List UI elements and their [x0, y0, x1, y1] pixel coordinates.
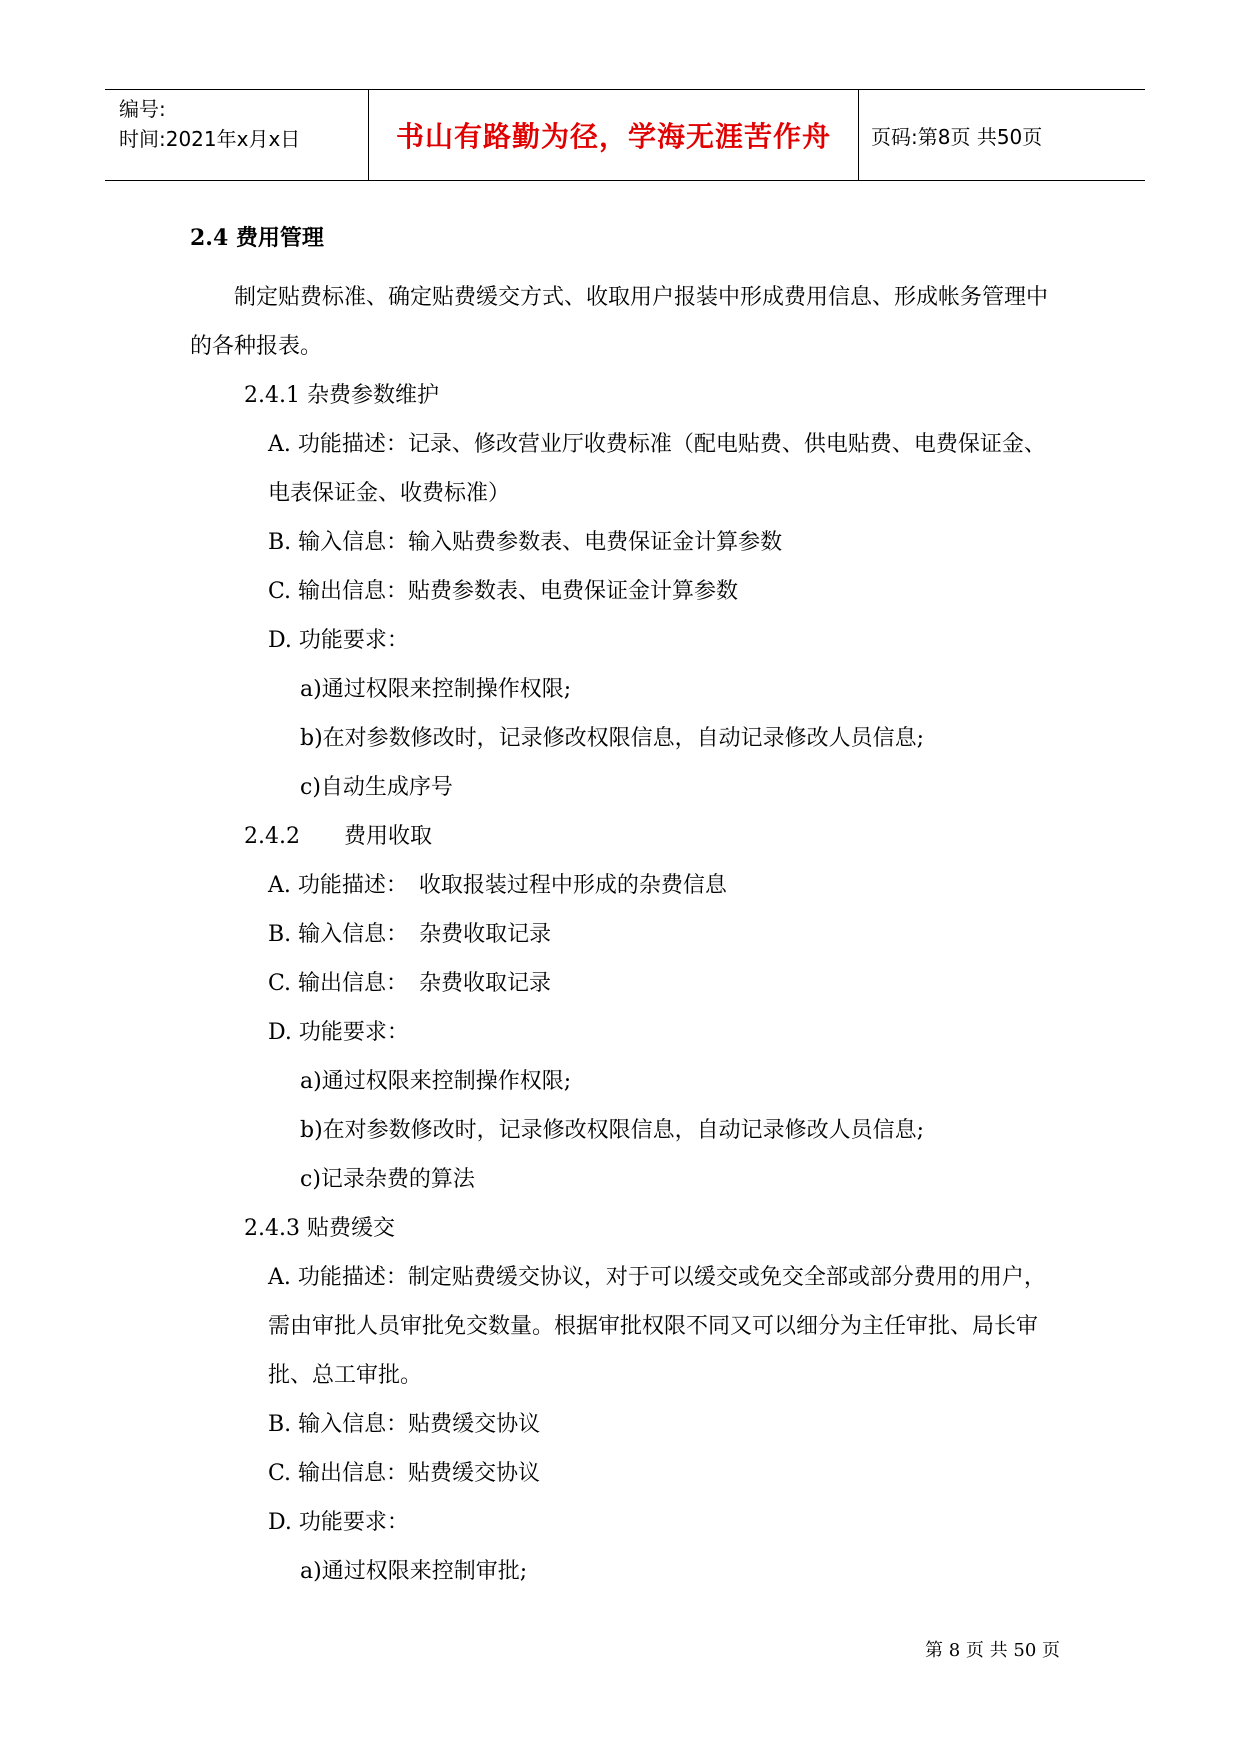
- time-label: 时间:2021年x月x日: [119, 127, 301, 151]
- requirement-item: a)通过权限来控制审批;: [300, 1559, 528, 1584]
- document-body: [190, 214, 1060, 1596]
- item-a: A. 功能描述：记录、修改营业厅收费标准（配电贴费、供电贴费、电费保证金、电表保证金、收费标准）: [268, 432, 1046, 506]
- intro-paragraph: 制定贴费标准、确定贴费缓交方式、收取用户报装中形成费用信息、形成帐务管理中的各种报表。: [190, 285, 1049, 359]
- item-a: A. 功能描述： 收取报装过程中形成的杂费信息: [268, 873, 727, 898]
- item-c: C. 输出信息： 杂费收取记录: [268, 971, 552, 996]
- subsection-title: 2.4.3 贴费缓交: [244, 1216, 395, 1241]
- item-a: A. 功能描述：制定贴费缓交协议，对于可以缓交或免交全部或部分费用的用户，需由审批人员审批免交数量。根据审批权限不同又可以细分为主任审批、局长审批、总工审批。: [268, 1265, 1046, 1388]
- item-b: B. 输入信息：输入贴费参数表、电费保证金计算参数: [268, 530, 783, 555]
- page-footer: 第 8 页 共 50 页: [925, 1640, 1060, 1661]
- item-d: D. 功能要求：: [268, 628, 409, 653]
- page-header: [105, 89, 1145, 181]
- item-d: D. 功能要求：: [268, 1510, 409, 1535]
- requirement-item: a)通过权限来控制操作权限;: [300, 1069, 572, 1094]
- item-b: B. 输入信息：贴费缓交协议: [268, 1412, 541, 1437]
- item-b: B. 输入信息： 杂费收取记录: [268, 922, 552, 947]
- item-c: C. 输出信息：贴费缓交协议: [268, 1461, 541, 1486]
- requirement-item: a)通过权限来控制操作权限;: [300, 677, 572, 702]
- subsection-title: 2.4.1 杂费参数维护: [244, 383, 439, 408]
- requirement-item: c)自动生成序号: [300, 775, 453, 800]
- item-c: C. 输出信息：贴费参数表、电费保证金计算参数: [268, 579, 739, 604]
- section-title: 2.4 费用管理: [190, 225, 324, 251]
- item-d: D. 功能要求：: [268, 1020, 409, 1045]
- requirement-item: b)在对参数修改时，记录修改权限信息，自动记录修改人员信息;: [300, 1118, 925, 1143]
- requirement-item: c)记录杂费的算法: [300, 1167, 475, 1192]
- subsection-title: 2.4.2 费用收取: [244, 824, 432, 849]
- header-meta: [105, 90, 369, 180]
- requirement-item: b)在对参数修改时，记录修改权限信息，自动记录修改人员信息;: [300, 726, 925, 751]
- number-label: 编号:: [119, 97, 166, 121]
- header-motto: 书山有路勤为径，学海无涯苦作舟: [369, 90, 859, 180]
- header-page-info: 页码:第8页 共50页: [871, 124, 1043, 149]
